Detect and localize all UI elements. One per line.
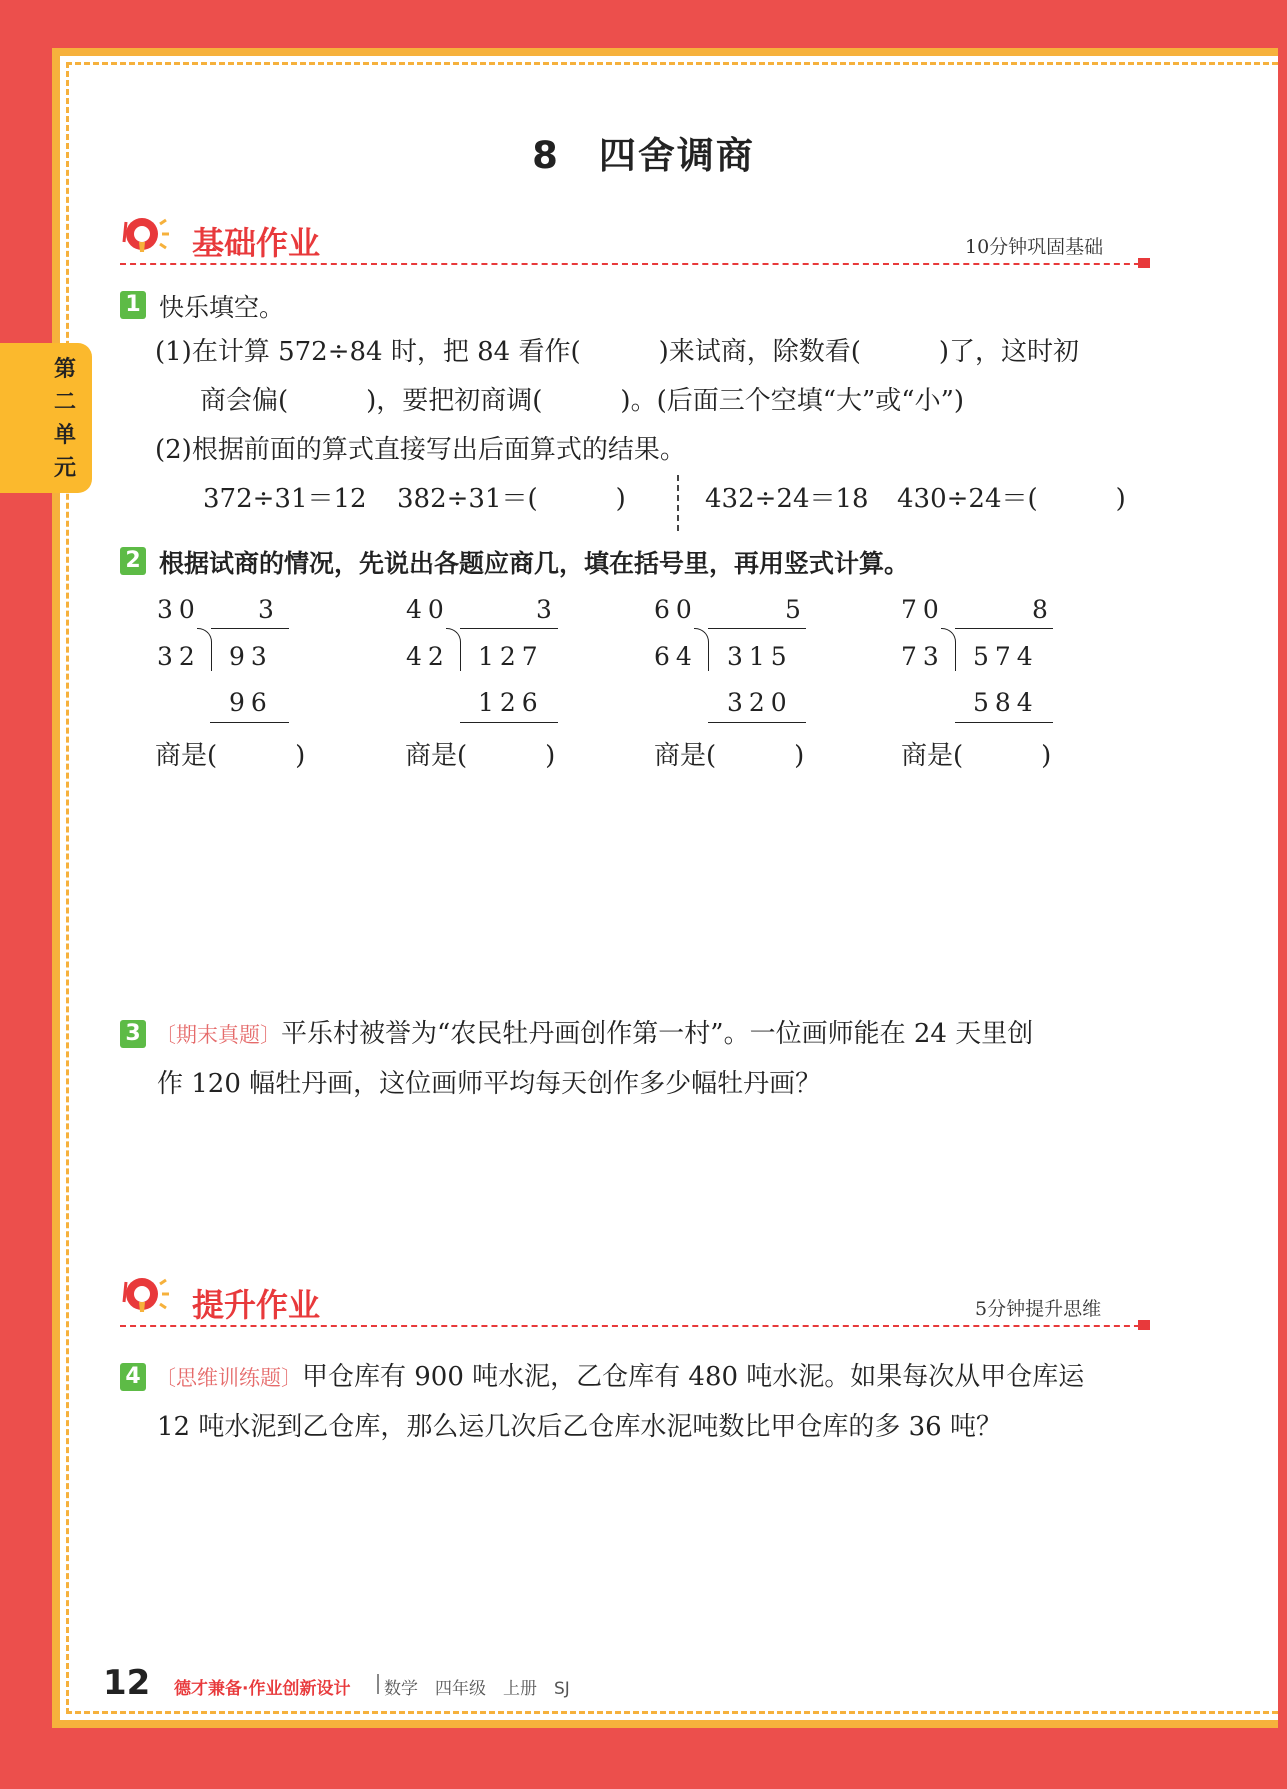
q1-part2-line1: (2)根据前面的算式直接写出后面算式的结果。 xyxy=(155,435,686,465)
q2-title: 根据试商的情况，先说出各题应商几，填在括号里，再用竖式计算。 xyxy=(159,549,910,578)
divisor: 42 xyxy=(406,642,450,671)
subtraction-line xyxy=(955,722,1053,723)
divider-end-mark xyxy=(1138,1320,1150,1330)
question-number-3: 3 xyxy=(120,1020,146,1048)
product: 126 xyxy=(478,688,544,717)
section-basic-subtitle: 10分钟巩固基础 xyxy=(965,236,1104,258)
trial-divisor: 40 xyxy=(406,595,450,624)
q4-line1-wrap xyxy=(155,1361,1084,1395)
section-advanced-subtitle: 5分钟提升思维 xyxy=(975,1298,1102,1320)
q3-line1-wrap xyxy=(155,1018,1033,1052)
q3-line1: 平乐村被誉为“农民牡丹画创作第一村”。一位画师能在 24 天里创 xyxy=(281,1019,1034,1049)
lesson-title-wrap xyxy=(0,125,1287,179)
dividend: 315 xyxy=(727,642,793,671)
unit-side-tab xyxy=(0,343,92,493)
dividend: 127 xyxy=(478,642,544,671)
q3-tag: 〔期末真题〕 xyxy=(155,1023,281,1047)
dividend: 93 xyxy=(229,642,273,671)
bulb-icon xyxy=(120,1272,170,1318)
division-bar xyxy=(708,628,806,629)
section-basic-divider xyxy=(120,263,1150,265)
trial-quotient: 3 xyxy=(536,595,558,624)
section-advanced-divider xyxy=(120,1325,1150,1327)
trial-divisor: 70 xyxy=(901,595,945,624)
section-basic-title: 基础作业 xyxy=(192,224,321,262)
q1-eq-a: 372÷31＝12 xyxy=(203,484,367,514)
division-bar xyxy=(211,628,289,629)
quotient-answer: 商是( ) xyxy=(654,741,805,771)
question-number-2: 2 xyxy=(120,547,146,575)
q4-tag: 〔思维训练题〕 xyxy=(155,1366,302,1390)
q1-eq-d: 430÷24＝( ) xyxy=(897,484,1126,514)
q4-line1: 甲仓库有 900 吨水泥，乙仓库有 480 吨水泥。如果每次从甲仓库运 xyxy=(302,1362,1085,1392)
divisor: 64 xyxy=(654,642,698,671)
divisor: 32 xyxy=(157,642,201,671)
division-bracket xyxy=(941,628,956,671)
q4-line2: 12 吨水泥到乙仓库，那么运几次后乙仓库水泥吨数比甲仓库的多 36 吨？ xyxy=(157,1412,1002,1442)
trial-divisor: 30 xyxy=(157,595,201,624)
division-bar xyxy=(955,628,1053,629)
division-bracket xyxy=(694,628,709,671)
subtraction-line xyxy=(210,722,289,723)
divisor: 73 xyxy=(901,642,945,671)
subtraction-line xyxy=(708,722,806,723)
page-number: 12 xyxy=(103,1663,151,1703)
q1-part1-line1: (1)在计算 572÷84 时，把 84 看作( )来试商，除数看( )了，这时初 xyxy=(155,337,1080,367)
q1-eq-b: 382÷31＝( ) xyxy=(397,484,626,514)
division-bracket xyxy=(446,628,461,671)
subtraction-line xyxy=(460,722,558,723)
divider-end-mark xyxy=(1138,258,1150,268)
dividend: 574 xyxy=(973,642,1039,671)
product: 96 xyxy=(229,688,273,717)
footer-info: 数学 四年级 上册 SJ xyxy=(384,1679,570,1699)
footer-separator xyxy=(377,1674,379,1694)
bulb-icon xyxy=(120,212,170,258)
q1-title: 快乐填空。 xyxy=(159,293,285,322)
division-bracket xyxy=(197,628,212,671)
q1-eq-c: 432÷24＝18 xyxy=(705,484,869,514)
q1-eq-separator xyxy=(677,475,679,531)
footer-brand: 德才兼备·作业创新设计 xyxy=(174,1679,351,1699)
quotient-answer: 商是( ) xyxy=(901,741,1052,771)
trial-quotient: 5 xyxy=(785,595,807,624)
division-bar xyxy=(460,628,558,629)
q1-part1-line2: 商会偏( )，要把初商调( )。(后面三个空填“大”或“小”) xyxy=(200,386,965,416)
section-advanced-title: 提升作业 xyxy=(192,1286,321,1324)
product: 320 xyxy=(727,688,793,717)
lesson-title: 8 四舍调商 xyxy=(532,134,755,177)
trial-quotient: 8 xyxy=(1032,595,1054,624)
quotient-answer: 商是( ) xyxy=(155,741,306,771)
trial-divisor: 60 xyxy=(654,595,698,624)
question-number-4: 4 xyxy=(120,1363,146,1391)
quotient-answer: 商是( ) xyxy=(405,741,556,771)
product: 584 xyxy=(973,688,1039,717)
question-number-1: 1 xyxy=(120,291,146,319)
unit-label: 第二单元 xyxy=(53,357,76,481)
trial-quotient: 3 xyxy=(258,595,280,624)
q3-line2: 作 120 幅牡丹画，这位画师平均每天创作多少幅牡丹画？ xyxy=(157,1069,822,1099)
